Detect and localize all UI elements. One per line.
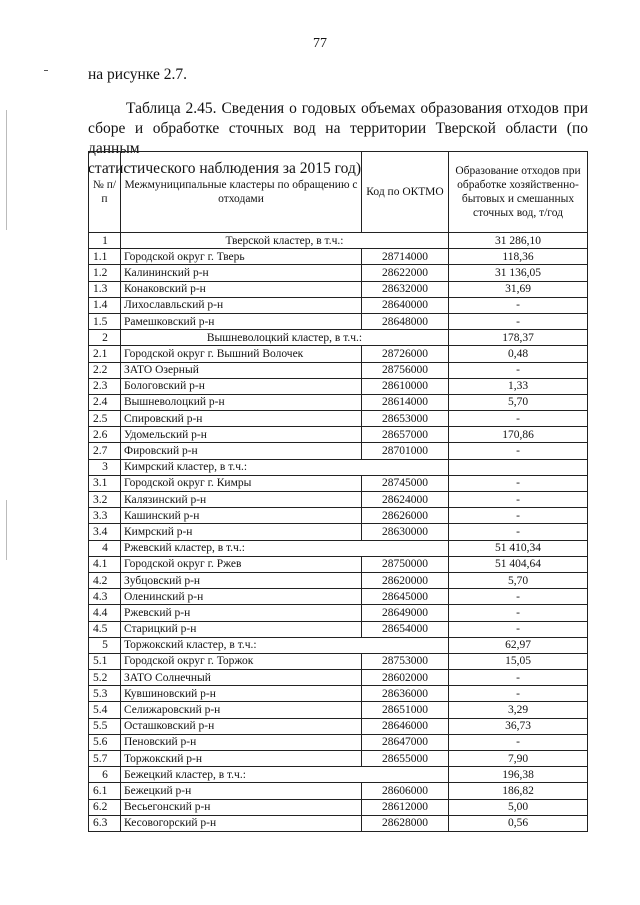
header-num: № п/п bbox=[89, 152, 121, 233]
row-name: Калининский р-н bbox=[121, 265, 362, 281]
row-value: 62,97 bbox=[449, 637, 588, 653]
row-value: 0,56 bbox=[449, 815, 588, 831]
row-code: 28636000 bbox=[362, 686, 449, 702]
row-num: 2.4 bbox=[89, 394, 121, 410]
table-row bbox=[89, 556, 588, 572]
row-name: Рамешковский р-н bbox=[121, 313, 362, 329]
table-row bbox=[89, 815, 588, 831]
caption-line-2: сборе и обработке сточных вод на территории Тверской области (по данным bbox=[88, 120, 588, 157]
row-code: 28630000 bbox=[362, 524, 449, 540]
table-row bbox=[89, 783, 588, 799]
row-name: Ржевский р-н bbox=[121, 605, 362, 621]
row-code: 28602000 bbox=[362, 670, 449, 686]
row-code: 28622000 bbox=[362, 265, 449, 281]
row-code: 28645000 bbox=[362, 589, 449, 605]
row-name: Весьегонский р-н bbox=[121, 799, 362, 815]
table-row bbox=[89, 249, 588, 265]
row-name: Селижаровский р-н bbox=[121, 702, 362, 718]
row-value: - bbox=[449, 313, 588, 329]
table-row bbox=[89, 394, 588, 410]
waste-table bbox=[88, 151, 588, 832]
row-name: Осташковский р-н bbox=[121, 718, 362, 734]
row-num: 4 bbox=[89, 540, 121, 556]
row-code: 28756000 bbox=[362, 362, 449, 378]
row-name: Городской округ г. Тверь bbox=[121, 249, 362, 265]
row-value: 118,36 bbox=[449, 249, 588, 265]
row-name: Лихославльский р-н bbox=[121, 297, 362, 313]
cluster-row bbox=[89, 459, 588, 475]
row-num: 2.6 bbox=[89, 427, 121, 443]
row-num: 2.1 bbox=[89, 346, 121, 362]
table-row bbox=[89, 686, 588, 702]
row-code: 28640000 bbox=[362, 297, 449, 313]
row-num: 3.3 bbox=[89, 508, 121, 524]
row-num: 5.6 bbox=[89, 734, 121, 750]
cluster-name: Ржевский кластер, в т.ч.: bbox=[121, 540, 449, 556]
table-row bbox=[89, 411, 588, 427]
cluster-row bbox=[89, 540, 588, 556]
table-row bbox=[89, 492, 588, 508]
row-value: 5,00 bbox=[449, 799, 588, 815]
row-value: 36,73 bbox=[449, 718, 588, 734]
row-name: Городской округ г. Кимры bbox=[121, 475, 362, 491]
row-code: 28655000 bbox=[362, 751, 449, 767]
row-value: - bbox=[449, 589, 588, 605]
row-name: Старицкий р-н bbox=[121, 621, 362, 637]
row-num: 5.4 bbox=[89, 702, 121, 718]
row-name: Фировский р-н bbox=[121, 443, 362, 459]
row-num: 2.3 bbox=[89, 378, 121, 394]
row-num: 1.3 bbox=[89, 281, 121, 297]
row-num: 5.3 bbox=[89, 686, 121, 702]
row-code: 28606000 bbox=[362, 783, 449, 799]
row-num: 1.4 bbox=[89, 297, 121, 313]
row-value: 15,05 bbox=[449, 653, 588, 669]
row-value: - bbox=[449, 508, 588, 524]
table-row bbox=[89, 297, 588, 313]
row-value: 170,86 bbox=[449, 427, 588, 443]
row-value: - bbox=[449, 362, 588, 378]
row-code: 28653000 bbox=[362, 411, 449, 427]
row-value: - bbox=[449, 492, 588, 508]
row-name: ЗАТО Озерный bbox=[121, 362, 362, 378]
table-row bbox=[89, 346, 588, 362]
row-num: 5.5 bbox=[89, 718, 121, 734]
margin-scan-mark bbox=[6, 500, 7, 560]
row-num: 3 bbox=[89, 459, 121, 475]
row-value: 51 404,64 bbox=[449, 556, 588, 572]
row-value: - bbox=[449, 524, 588, 540]
row-num: 1 bbox=[89, 233, 121, 249]
row-num: 1.2 bbox=[89, 265, 121, 281]
cluster-name: Бежецкий кластер, в т.ч.: bbox=[121, 767, 449, 783]
row-value: 178,37 bbox=[449, 330, 588, 346]
row-code: 28610000 bbox=[362, 378, 449, 394]
row-code: 28649000 bbox=[362, 605, 449, 621]
row-num: 6.2 bbox=[89, 799, 121, 815]
table-row bbox=[89, 751, 588, 767]
table-row bbox=[89, 362, 588, 378]
row-value: 196,38 bbox=[449, 767, 588, 783]
table-row bbox=[89, 475, 588, 491]
row-code: 28624000 bbox=[362, 492, 449, 508]
row-value: - bbox=[449, 443, 588, 459]
row-num: 3.2 bbox=[89, 492, 121, 508]
row-num: 3.4 bbox=[89, 524, 121, 540]
row-name: Кимрский р-н bbox=[121, 524, 362, 540]
row-value: 186,82 bbox=[449, 783, 588, 799]
table-row bbox=[89, 621, 588, 637]
row-code: 28628000 bbox=[362, 815, 449, 831]
row-num: 1.5 bbox=[89, 313, 121, 329]
row-name: Бологовский р-н bbox=[121, 378, 362, 394]
row-name: Кесовогорский р-н bbox=[121, 815, 362, 831]
row-code: 28714000 bbox=[362, 249, 449, 265]
row-name: Кашинский р-н bbox=[121, 508, 362, 524]
row-code: 28657000 bbox=[362, 427, 449, 443]
row-name: Оленинский р-н bbox=[121, 589, 362, 605]
row-name: ЗАТО Солнечный bbox=[121, 670, 362, 686]
table-row bbox=[89, 508, 588, 524]
row-code: 28651000 bbox=[362, 702, 449, 718]
row-num: 5.7 bbox=[89, 751, 121, 767]
row-num: 2.2 bbox=[89, 362, 121, 378]
cluster-name: Торжокский кластер, в т.ч.: bbox=[121, 637, 449, 653]
row-name: Конаковский р-н bbox=[121, 281, 362, 297]
row-value: 31,69 bbox=[449, 281, 588, 297]
row-value: 51 410,34 bbox=[449, 540, 588, 556]
table-row bbox=[89, 281, 588, 297]
row-num: 4.5 bbox=[89, 621, 121, 637]
row-value: - bbox=[449, 686, 588, 702]
row-value: 31 136,05 bbox=[449, 265, 588, 281]
row-code: 28753000 bbox=[362, 653, 449, 669]
table-row bbox=[89, 799, 588, 815]
row-name: Калязинский р-н bbox=[121, 492, 362, 508]
row-name: Зубцовский р-н bbox=[121, 572, 362, 588]
row-code: 28750000 bbox=[362, 556, 449, 572]
intro-text: на рисунке 2.7. bbox=[88, 66, 187, 83]
table-row bbox=[89, 443, 588, 459]
table-row bbox=[89, 718, 588, 734]
row-name: Городской округ г. Торжок bbox=[121, 653, 362, 669]
row-name: Городской округ г. Вышний Волочек bbox=[121, 346, 362, 362]
row-name: Вышневолоцкий р-н bbox=[121, 394, 362, 410]
row-code: 28726000 bbox=[362, 346, 449, 362]
cluster-row bbox=[89, 637, 588, 653]
table-row bbox=[89, 572, 588, 588]
row-num: 2.7 bbox=[89, 443, 121, 459]
table-header-row bbox=[89, 152, 588, 233]
row-value: - bbox=[449, 621, 588, 637]
row-value: 5,70 bbox=[449, 572, 588, 588]
header-code: Код по ОКТМО bbox=[362, 152, 449, 233]
row-value: - bbox=[449, 670, 588, 686]
row-code: 28614000 bbox=[362, 394, 449, 410]
cluster-name: Кимрский кластер, в т.ч.: bbox=[121, 459, 449, 475]
row-value: - bbox=[449, 297, 588, 313]
table-row bbox=[89, 378, 588, 394]
table-row bbox=[89, 265, 588, 281]
header-value: Образование отходов при обработке хозяйственно-бытовых и смешанных сточных вод, т/год bbox=[449, 152, 588, 233]
row-value: 3,29 bbox=[449, 702, 588, 718]
table-row bbox=[89, 702, 588, 718]
row-code: 28701000 bbox=[362, 443, 449, 459]
row-name: Кувшиновский р-н bbox=[121, 686, 362, 702]
row-code: 28632000 bbox=[362, 281, 449, 297]
row-num: 5.2 bbox=[89, 670, 121, 686]
margin-scan-mark bbox=[6, 110, 7, 230]
table-row bbox=[89, 734, 588, 750]
row-value: - bbox=[449, 605, 588, 621]
page-number: 77 bbox=[313, 36, 327, 51]
caption-line-3: статистического наблюдения за 2015 год) bbox=[88, 160, 362, 177]
row-num: 3.1 bbox=[89, 475, 121, 491]
row-code: 28646000 bbox=[362, 718, 449, 734]
cluster-name: Вышневолоцкий кластер, в т.ч.: bbox=[121, 330, 449, 346]
table-row bbox=[89, 670, 588, 686]
row-code: 28626000 bbox=[362, 508, 449, 524]
table-row bbox=[89, 605, 588, 621]
cluster-row bbox=[89, 330, 588, 346]
row-num: 2.5 bbox=[89, 411, 121, 427]
row-num: 4.3 bbox=[89, 589, 121, 605]
row-num: 6.1 bbox=[89, 783, 121, 799]
row-value: 1,33 bbox=[449, 378, 588, 394]
table-row bbox=[89, 653, 588, 669]
cluster-name: Тверской кластер, в т.ч.: bbox=[121, 233, 449, 249]
row-code: 28612000 bbox=[362, 799, 449, 815]
row-value: 5,70 bbox=[449, 394, 588, 410]
row-value: - bbox=[449, 734, 588, 750]
row-name: Пеновский р-н bbox=[121, 734, 362, 750]
row-code: 28745000 bbox=[362, 475, 449, 491]
table-row bbox=[89, 313, 588, 329]
row-num: 4.4 bbox=[89, 605, 121, 621]
row-value: 7,90 bbox=[449, 751, 588, 767]
row-num: 5.1 bbox=[89, 653, 121, 669]
row-num: 4.2 bbox=[89, 572, 121, 588]
row-value: 31 286,10 bbox=[449, 233, 588, 249]
table-row bbox=[89, 427, 588, 443]
row-value: - bbox=[449, 411, 588, 427]
row-num: 2 bbox=[89, 330, 121, 346]
row-code: 28620000 bbox=[362, 572, 449, 588]
row-num: 1.1 bbox=[89, 249, 121, 265]
row-value bbox=[449, 459, 588, 475]
row-code: 28648000 bbox=[362, 313, 449, 329]
row-code: 28647000 bbox=[362, 734, 449, 750]
row-code: 28654000 bbox=[362, 621, 449, 637]
header-name: Межмуниципальные кластеры по обращению с отходами bbox=[121, 152, 362, 233]
table-body bbox=[89, 233, 588, 832]
row-num: 6 bbox=[89, 767, 121, 783]
row-name: Бежецкий р-н bbox=[121, 783, 362, 799]
cluster-row bbox=[89, 767, 588, 783]
row-num: 5 bbox=[89, 637, 121, 653]
row-value: - bbox=[449, 475, 588, 491]
row-num: 4.1 bbox=[89, 556, 121, 572]
row-name: Удомельский р-н bbox=[121, 427, 362, 443]
row-name: Спировский р-н bbox=[121, 411, 362, 427]
cluster-row bbox=[89, 233, 588, 249]
margin-dash-mark bbox=[44, 70, 48, 71]
row-name: Городской округ г. Ржев bbox=[121, 556, 362, 572]
row-num: 6.3 bbox=[89, 815, 121, 831]
table-row bbox=[89, 524, 588, 540]
row-value: 0,48 bbox=[449, 346, 588, 362]
caption-line-1: Таблица 2.45. Сведения о годовых объемах образования отходов при bbox=[126, 100, 588, 117]
table-row bbox=[89, 589, 588, 605]
row-name: Торжокский р-н bbox=[121, 751, 362, 767]
